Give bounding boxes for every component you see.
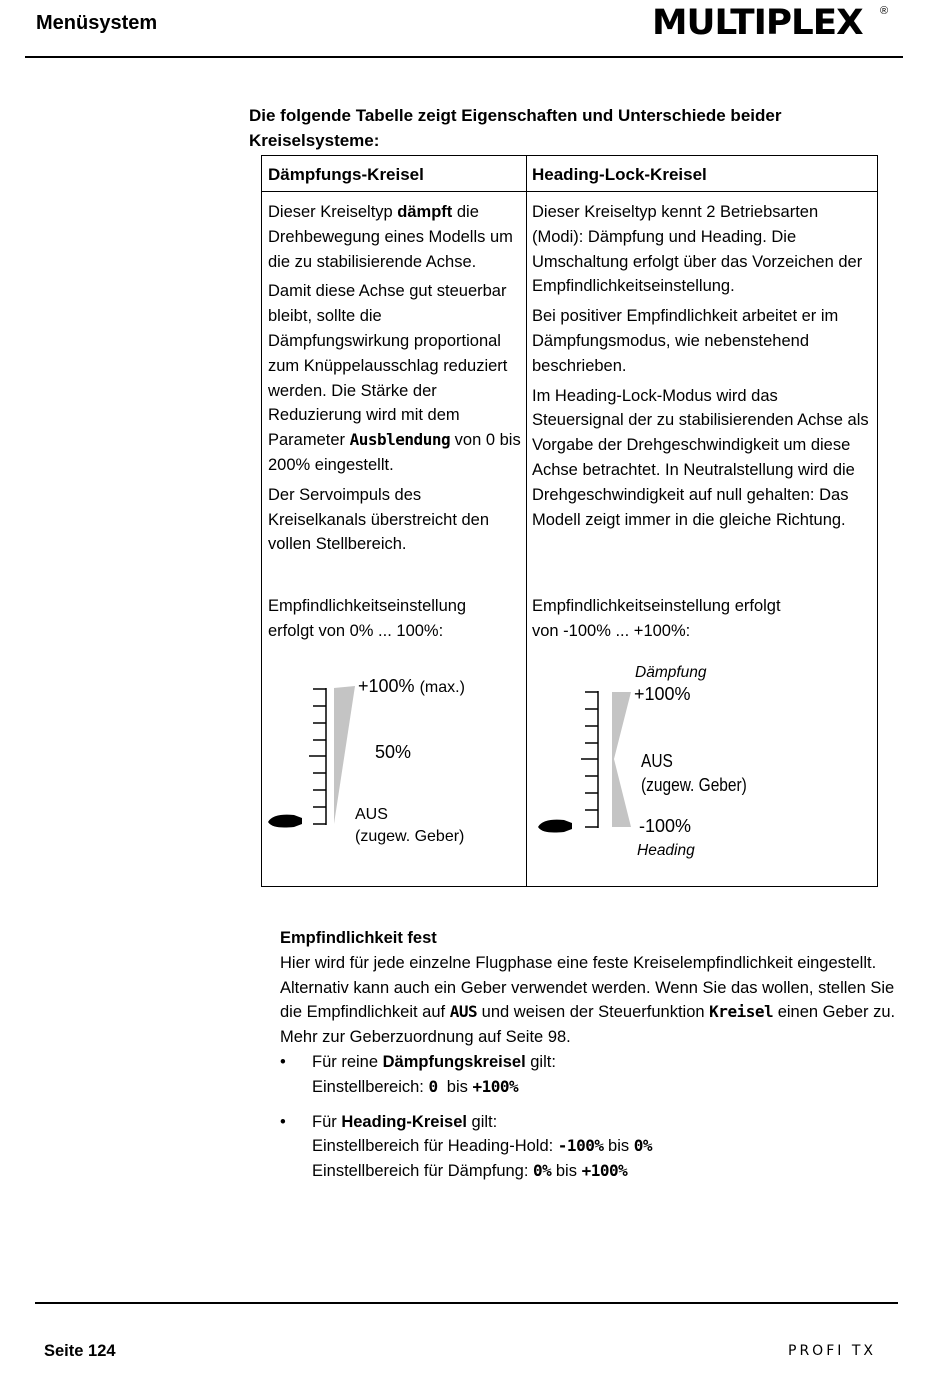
- multiplex-logo: MULTIPLEX: [652, 3, 863, 43]
- column-heading-heading-lock: Heading-Lock-Kreisel: [532, 165, 707, 184]
- value-aus: AUS: [449, 1002, 478, 1022]
- left-paragraph-1: Dieser Kreiseltyp dämpft die Drehbewegung eines Modells um die zu stabilisierende Achse.: [268, 203, 513, 271]
- right-paragraph-1: Dieser Kreiseltyp kennt 2 Betriebsarten (Modi): Dämpfung und Heading. Die Umschaltung erfolgt über das Vorzeichen der Empfindlichkeitseinstellung.: [532, 203, 863, 296]
- bullet-icon: •: [280, 1112, 286, 1131]
- daempfung-aus-label: AUS: [355, 806, 388, 823]
- bullet-heading-kreisel: • Für Heading-Kreisel gilt: Einstellbereich für Heading-Hold: -100% bis 0% Einstellbereich für Dämpfung: 0% bis +100%: [280, 1110, 900, 1184]
- parameter-ausblendung: Ausblendung: [349, 430, 451, 450]
- column-heading-daempfung: Dämpfungs-Kreisel: [268, 165, 424, 184]
- daempfung-top-label: +100% (max.): [358, 676, 465, 696]
- page-number: Seite 124: [44, 1342, 116, 1360]
- table-intro: Die folgende Tabelle zeigt Eigenschaften und Unterschiede beider Kreiselsysteme:: [249, 106, 782, 150]
- registered-mark: ®: [880, 5, 889, 17]
- section-paragraph: Hier wird für jede einzelne Flugphase eine feste Kreiselempfindlichkeit eingestellt. Alternativ kann auch ein Geber verwendet werden. Wenn Sie das wollen, stellen Sie die Empfindlichkeit auf AUS und weisen der Steuerfunktion Kreisel einen Geber zu. Mehr zur Geberzuordnung auf Seite 98.: [280, 953, 896, 1047]
- daempfung-mid-label: 50%: [375, 742, 412, 762]
- left-range-text: Empfindlichkeitseinstellung erfolgt von 0% ... 100%:: [268, 597, 467, 640]
- right-paragraph-2: Bei positiver Empfindlichkeit arbeitet er im Dämpfungsmodus, wie nebenstehend beschrieben.: [532, 307, 839, 375]
- footer-rule: [35, 1302, 898, 1304]
- daempfung-slider-graphic: [262, 156, 522, 886]
- heading-lock-bottom-mode: Heading: [637, 842, 695, 859]
- bullet-daempfungskreisel: • Für reine Dämpfungskreisel gilt: Einstellbereich: 0 bis +100%: [280, 1050, 900, 1100]
- heading-lock-bottom-label: -100%: [639, 816, 692, 836]
- page-header-title: Menüsystem: [36, 12, 158, 34]
- left-paragraph-2: Damit diese Achse gut steuerbar bleibt, sollte die Dämpfungswirkung proportional zum Knüppelausschlag reduziert werden. Die Stärke der Reduzierung wird mit dem Parameter Ausblendung von 0 bis 200% eingestellt.: [268, 282, 521, 474]
- product-name: PROFI TX: [788, 1343, 876, 1359]
- right-paragraph-3: Im Heading-Lock-Modus wird das Steuersignal der zu stabilisierenden Achse als Vorgabe der Drehgeschwindigkeit um diese Achse betrachtet. In Neutralstellung wird die Drehgeschwindigkeit auf null gehalten: Das Modell zeigt immer in die gleiche Richtung.: [532, 386, 869, 529]
- header-rule: [25, 56, 903, 58]
- heading-lock-top-label: +100%: [634, 684, 691, 704]
- section-empfindlichkeit-fest: [280, 926, 900, 1184]
- stick-knob-icon: [538, 820, 572, 833]
- comparison-table: [261, 155, 878, 887]
- stick-knob-icon: [268, 815, 302, 828]
- heading-lock-top-mode: Dämpfung: [635, 664, 707, 681]
- bullet-icon: •: [280, 1052, 286, 1071]
- left-paragraph-3: Der Servoimpuls des Kreiselkanals überstreicht den vollen Stellbereich.: [268, 485, 490, 554]
- heading-lock-aus-label: AUS: [641, 751, 673, 771]
- heading-lock-geber-label: (zugew. Geber): [641, 775, 747, 795]
- right-range-text: Empfindlichkeitseinstellung erfolgt von -100% ... +100%:: [532, 597, 781, 640]
- section-heading: Empfindlichkeit fest: [280, 929, 437, 947]
- daempfung-geber-label: (zugew. Geber): [355, 828, 465, 845]
- function-kreisel: Kreisel: [709, 1002, 774, 1022]
